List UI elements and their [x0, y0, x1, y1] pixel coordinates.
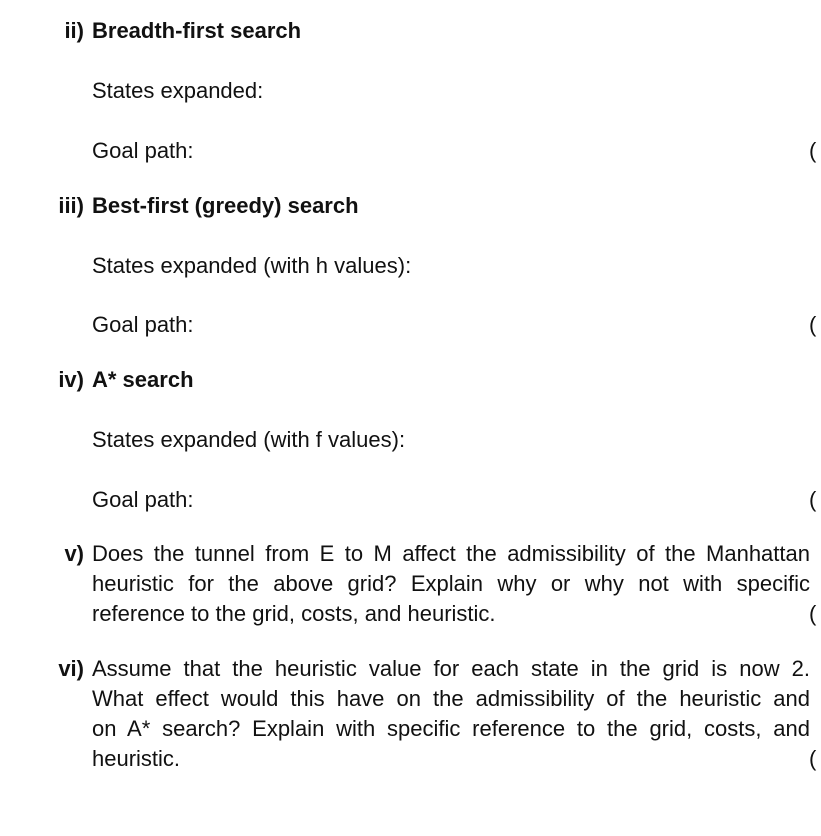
question-number: vi) — [58, 656, 84, 681]
cut-off-marks-text: ( — [809, 138, 817, 163]
item-heading: Breadth-first search — [92, 18, 302, 43]
item-number: iii) — [58, 193, 84, 218]
cut-off-marks-text: ( — [809, 746, 817, 771]
cut-off-marks-text: ( — [809, 487, 817, 512]
field-label: States expanded (with h values): — [92, 253, 412, 278]
item-number: iv) — [58, 367, 84, 392]
field-label: States expanded (with f values): — [92, 427, 406, 452]
cut-off-marks-text: ( — [809, 312, 817, 337]
field-label: States expanded: — [92, 78, 264, 103]
question-line: heuristic for the above grid? Explain why or why not with specific — [92, 571, 810, 596]
field-label: Goal path: — [92, 312, 194, 337]
item-heading: A* search — [92, 367, 194, 392]
question-line: reference to the grid, costs, and heuristic. — [92, 601, 496, 626]
question-line: on A* search? Explain with specific reference to the grid, costs, and — [92, 716, 810, 741]
question-line: heuristic. — [92, 746, 181, 771]
item-heading: Best-first (greedy) search — [92, 193, 359, 218]
field-label: Goal path: — [92, 487, 194, 512]
item-number: ii) — [64, 18, 84, 43]
cut-off-marks-text: ( — [809, 601, 817, 626]
question-line: Does the tunnel from E to M affect the admissibility of the Manhattan — [92, 541, 810, 566]
field-label: Goal path: — [92, 138, 194, 163]
question-line: What effect would this have on the admissibility of the heuristic and — [92, 686, 810, 711]
question-text — [92, 539, 810, 629]
question-text — [92, 654, 810, 774]
question-line: Assume that the heuristic value for each state in the grid is now 2. — [92, 656, 810, 681]
question-number: v) — [64, 541, 84, 566]
